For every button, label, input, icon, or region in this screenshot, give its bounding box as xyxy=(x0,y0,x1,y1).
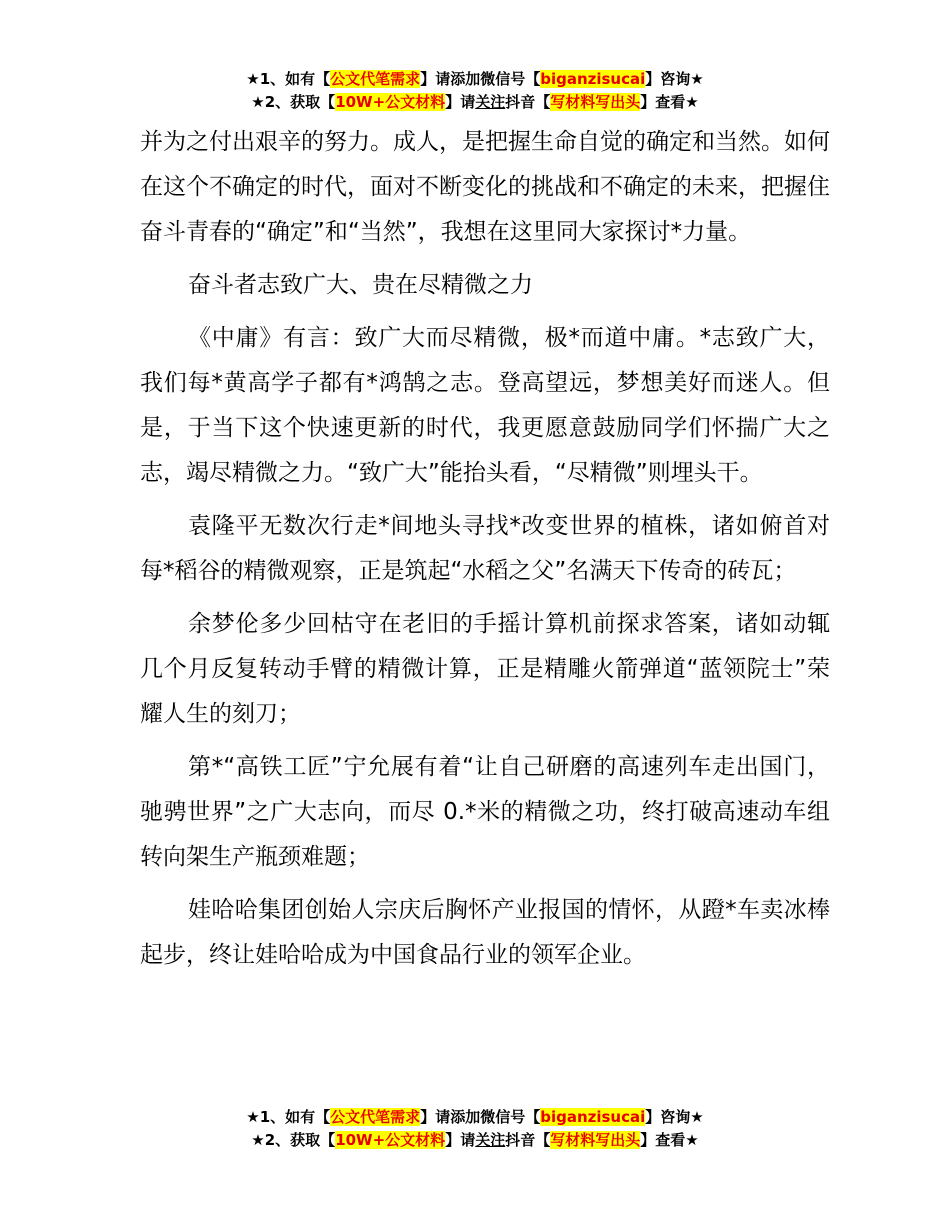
footer-banner xyxy=(0,1106,950,1152)
banner-text: 抖音【 xyxy=(505,1131,551,1149)
highlight-materials: 10W+公文材料 xyxy=(335,93,446,111)
banner-line-1 xyxy=(0,68,950,91)
highlight-wechat-id: biganzisucai xyxy=(540,70,646,88)
banner-text: 1、如有【 xyxy=(259,70,331,88)
paragraph: 并为之付出艰辛的努力。成人，是把握生命自觉的确定和当然。如何在这个不确定的时代，面对不断变化的挑战和不确定的未来，把握住奋斗青春的“确定”和“当然”，我想在这里同大家探讨*力量。 xyxy=(140,129,830,245)
paragraph: 第*“高铁工匠”宁允展有着“让自己研磨的高速列车走出国门，驰骋世界”之广大志向，而尽 0.*米的精微之功，终打破高速动车组转向架生产瓶颈难题； xyxy=(140,754,830,870)
header-banner xyxy=(0,68,950,114)
banner-text: 】查看★ xyxy=(640,1131,699,1149)
banner-line-1 xyxy=(0,1106,950,1129)
underlined-follow: 关注 xyxy=(475,93,506,111)
paragraph: 余梦伦多少回枯守在老旧的手摇计算机前探求答案，诸如动辄几个月反复转动手臂的精微计算，正是精雕火箭弹道“蓝领院士”荣耀人生的刻刀； xyxy=(140,611,830,727)
underlined-follow: 关注 xyxy=(475,1131,506,1149)
highlight-service: 公文代笔需求 xyxy=(330,1108,421,1126)
highlight-douyin-account: 写材料写出头 xyxy=(550,93,641,111)
paragraph: 袁隆平无数次行走*间地头寻找*改变世界的植株，诸如俯首对每*稻谷的精微观察，正是筑起“水稻之父”名满天下传奇的砖瓦； xyxy=(140,513,830,584)
banner-text: 】请 xyxy=(445,93,476,111)
banner-text: 2、获取【 xyxy=(264,93,336,111)
section-heading: 奋斗者志致广大、贵在尽精微之力 xyxy=(188,272,533,298)
banner-text: 】咨询★ xyxy=(645,70,704,88)
banner-text: 】查看★ xyxy=(640,93,699,111)
banner-line-2 xyxy=(0,1129,950,1152)
highlight-douyin-account: 写材料写出头 xyxy=(550,1131,641,1149)
star-icon: ★ xyxy=(251,93,265,111)
banner-text: 】请添加微信号【 xyxy=(420,1108,541,1126)
banner-text: 】咨询★ xyxy=(645,1108,704,1126)
star-icon: ★ xyxy=(246,70,260,88)
paragraph: 娃哈哈集团创始人宗庆后胸怀产业报国的情怀，从蹬*车卖冰棒起步，终让娃哈哈成为中国食品行业的领军企业。 xyxy=(140,897,830,968)
banner-text: 1、如有【 xyxy=(259,1108,331,1126)
document-body xyxy=(140,120,830,986)
star-icon: ★ xyxy=(251,1131,265,1149)
highlight-service: 公文代笔需求 xyxy=(330,70,421,88)
highlight-materials: 10W+公文材料 xyxy=(335,1131,446,1149)
star-icon: ★ xyxy=(246,1108,260,1126)
banner-line-2 xyxy=(0,91,950,114)
banner-text: 】请添加微信号【 xyxy=(420,70,541,88)
paragraph: 《中庸》有言：致广大而尽精微，极*而道中庸。*志致广大，我们每*黄高学子都有*鸿鹄之志。登高望远，梦想美好而迷人。但是，于当下这个快速更新的时代，我更愿意鼓励同学们怀揣广大之志，竭尽精微之力。“致广大”能抬头看，“尽精微”则埋头干。 xyxy=(140,325,830,486)
banner-text: 2、获取【 xyxy=(264,1131,336,1149)
banner-text: 】请 xyxy=(445,1131,476,1149)
highlight-wechat-id: biganzisucai xyxy=(540,1108,646,1126)
banner-text: 抖音【 xyxy=(505,93,551,111)
